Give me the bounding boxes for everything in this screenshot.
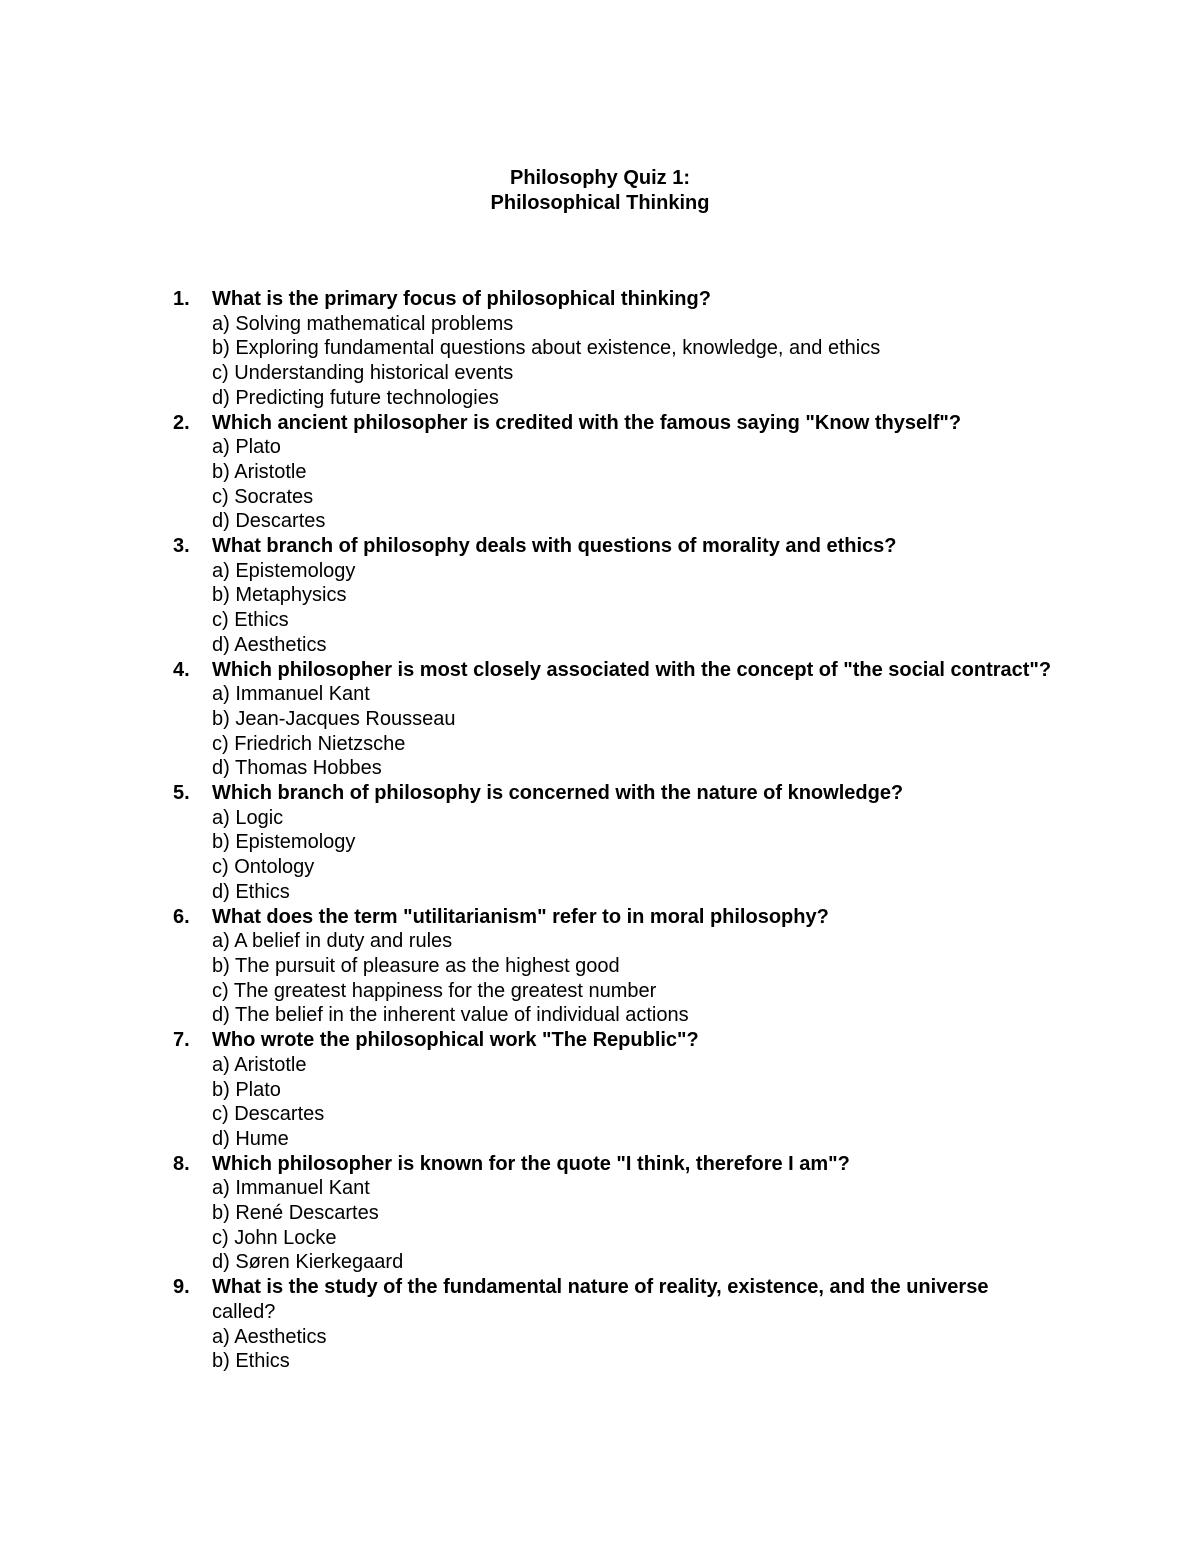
document-title [0,166,1200,216]
question-list [173,287,1073,1374]
question-item [173,534,1073,658]
answer-option: b) Ethics [212,1350,290,1373]
question-text-main: Which philosopher is known for the quote "I think, therefore I am"? [212,1152,850,1175]
answer-options [212,929,1073,1028]
answer-option: c) Socrates [212,485,314,508]
question-text-main: Which branch of philosophy is concerned with the nature of knowledge? [212,782,904,805]
answer-option: b) René Descartes [212,1202,379,1225]
answer-option: b) The pursuit of pleasure as the highest good [212,954,620,977]
question-text [212,1028,1052,1053]
answer-options [212,312,1073,411]
answer-option: a) Logic [212,806,284,829]
answer-option: a) Aesthetics [212,1325,327,1348]
title-line-1: Philosophy Quiz 1: [509,167,690,189]
answer-option: c) Friedrich Nietzsche [212,732,406,755]
answer-options [212,559,1073,658]
answer-option: b) Jean-Jacques Rousseau [212,707,456,730]
question-number: 6. [173,905,190,928]
question-text [212,287,1052,312]
question-text [212,1152,1052,1177]
question-text [212,1275,1052,1324]
answer-options [212,1053,1073,1152]
question-number: 7. [173,1029,190,1052]
answer-option: a) A belief in duty and rules [212,930,453,953]
question-text [212,905,1052,930]
answer-option: d) Descartes [212,510,326,533]
answer-option: c) Ontology [212,856,315,879]
question-number: 4. [173,658,190,681]
question-number: 8. [173,1152,190,1175]
answer-options [212,1325,1073,1374]
question-text-main: Which philosopher is most closely associated with the concept of "the social contract"? [212,658,1052,681]
question-item [173,287,1073,411]
answer-option: b) Epistemology [212,831,356,854]
question-text-main: What is the study of the fundamental nature of reality, existence, and the universe [212,1276,989,1299]
answer-options [212,806,1073,905]
answer-option: c) Descartes [212,1103,325,1126]
question-item [173,1275,1073,1374]
answer-option: c) The greatest happiness for the greatest number [212,979,657,1002]
question-text-main: What branch of philosophy deals with questions of morality and ethics? [212,535,897,558]
question-number: 9. [173,1276,190,1299]
question-text-main: What does the term "utilitarianism" refer to in moral philosophy? [212,905,829,928]
question-number: 3. [173,535,190,558]
question-text [212,534,1052,559]
title-line-2: Philosophical Thinking [490,192,710,214]
answer-option: b) Aristotle [212,460,307,483]
answer-option: a) Immanuel Kant [212,683,370,706]
answer-option: a) Solving mathematical problems [212,312,514,335]
question-text-main: Which ancient philosopher is credited with the famous saying "Know thyself"? [212,411,962,434]
answer-option: d) Søren Kierkegaard [212,1251,404,1274]
question-text [212,781,1052,806]
answer-option: c) Ethics [212,609,289,632]
answer-option: a) Aristotle [212,1053,307,1076]
answer-option: b) Metaphysics [212,584,347,607]
question-text [212,411,1052,436]
question-number: 2. [173,411,190,434]
question-item [173,905,1073,1029]
question-text-main: Who wrote the philosophical work "The Republic"? [212,1029,699,1052]
answer-option: d) Aesthetics [212,633,327,656]
question-item [173,1152,1073,1276]
question-text-main: What is the primary focus of philosophical thinking? [212,288,711,310]
answer-options [212,1176,1073,1275]
question-item [173,658,1073,782]
answer-option: d) Predicting future technologies [212,386,499,409]
answer-option: a) Immanuel Kant [212,1177,370,1200]
answer-option: d) Thomas Hobbes [212,757,382,780]
answer-option: b) Plato [212,1078,281,1101]
question-number: 1. [173,288,190,310]
answer-option: a) Epistemology [212,559,356,582]
answer-option: c) Understanding historical events [212,362,514,385]
question-text [212,658,1052,683]
answer-options [212,682,1073,781]
answer-option: d) Hume [212,1127,289,1150]
answer-options [212,435,1073,534]
answer-option: d) Ethics [212,880,290,903]
question-item [173,411,1073,535]
question-item [173,781,1073,905]
question-text-tail: called? [212,1300,276,1323]
question-item [173,1028,1073,1152]
question-number: 5. [173,782,190,805]
answer-option: c) John Locke [212,1226,337,1249]
answer-option: b) Exploring fundamental questions about existence, knowledge, and ethics [212,337,881,360]
answer-option: a) Plato [212,436,281,459]
answer-option: d) The belief in the inherent value of individual actions [212,1004,689,1027]
